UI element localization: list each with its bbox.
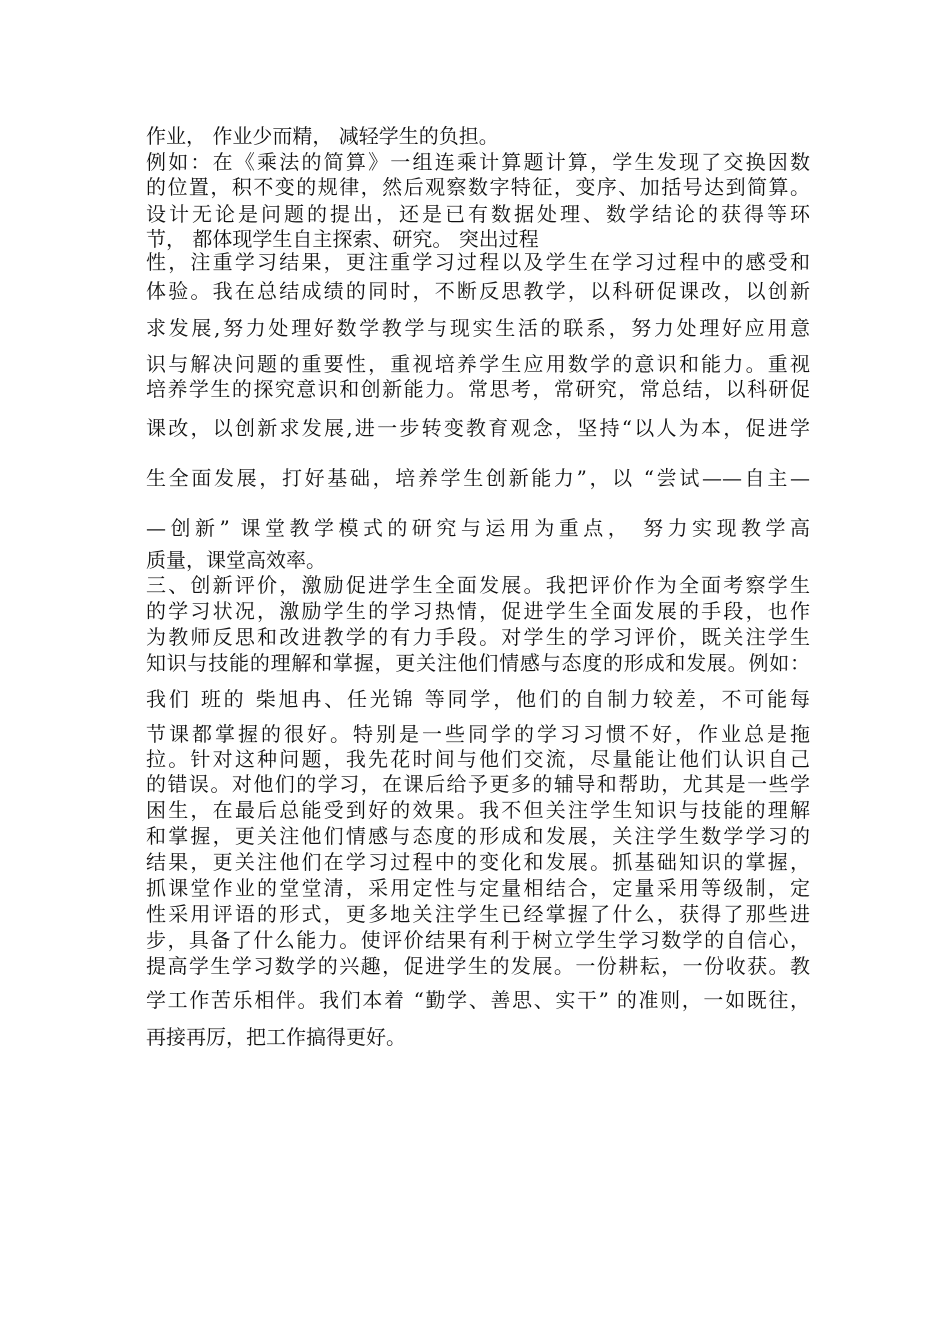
text-line: 拉。针对这种问题，我先花时间与他们交流，尽量能让他们认识自己 xyxy=(146,747,810,771)
text-line: 学工作苦乐相伴。我们本着 “勤学、善思、实干” 的准则，一如既往， xyxy=(146,988,810,1012)
text-line: 性采用评语的形式，更多地关注学生已经掌握了什么，获得了那些进 xyxy=(146,902,810,926)
text-line: 我们 班的 柴旭冉、任光锦 等同学，他们的自制力较差，不可能每 xyxy=(146,687,810,711)
text-line: 的错误。对他们的学习，在课后给予更多的辅导和帮助，尤其是一些学 xyxy=(146,772,810,796)
text-line: 知识与技能的理解和掌握，更关注他们情感与态度的形成和发展。例如： xyxy=(146,651,810,675)
text-line: 质量，课堂高效率。 xyxy=(146,548,326,572)
text-line: 生全面发展，打好基础，培养学生创新能力”，以 “尝试——自主— xyxy=(146,466,810,490)
text-line: 例如：在《乘法的简算》一组连乘计算题计算，学生发现了交换因数 xyxy=(146,150,810,174)
text-line: 为教师反思和改进教学的有力手段。对学生的学习评价，既关注学生 xyxy=(146,625,810,649)
text-line: 培养学生的探究意识和创新能力。常思考，常研究，常总结，以科研促 xyxy=(146,377,810,401)
text-line: 课改，以创新求发展,进一步转变教育观念，坚持“以人为本，促进学 xyxy=(146,416,810,440)
text-line: 步，具备了什么能力。使评价结果有利于树立学生学习数学的自信心， xyxy=(146,928,810,952)
text-line: 节课都掌握的很好。特别是一些同学的学习习惯不好，作业总是拖 xyxy=(146,722,810,746)
text-line: 性，注重学习结果，更注重学习过程以及学生在学习过程中的感受和 xyxy=(146,250,810,274)
text-line: 体验。我在总结成绩的同时，不断反思教学，以科研促课改，以创新 xyxy=(146,279,810,303)
text-line: 识与解决问题的重要性，重视培养学生应用数学的意识和能力。重视 xyxy=(146,352,810,376)
text-line: 三、创新评价，激励促进学生全面发展。我把评价作为全面考察学生 xyxy=(146,573,810,597)
text-line: 再接再厉，把工作搞得更好。 xyxy=(146,1025,406,1049)
text-line: 抓课堂作业的堂堂清，采用定性与定量相结合，定量采用等级制，定 xyxy=(146,876,810,900)
text-line: 结果，更关注他们在学习过程中的变化和发展。抓基础知识的掌握， xyxy=(146,850,810,874)
text-line: 和掌握，更关注他们情感与态度的形成和发展，关注学生数学学习的 xyxy=(146,824,810,848)
text-line: 节， 都体现学生自主探索、研究。 突出过程 xyxy=(146,227,539,251)
text-line: 的学习状况，激励学生的学习热情，促进学生全面发展的手段，也作 xyxy=(146,599,810,623)
text-line: 作业， 作业少而精， 减轻学生的负担。 xyxy=(146,124,499,148)
text-line: 设计无论是问题的提出，还是已有数据处理、数学结论的获得等环 xyxy=(146,202,810,226)
text-line: 困生，在最后总能受到好的效果。我不但关注学生知识与技能的理解 xyxy=(146,798,810,822)
text-line: 提高学生学习数学的兴趣，促进学生的发展。一份耕耘，一份收获。教 xyxy=(146,954,810,978)
text-line: —创新” 课堂教学模式的研究与运用为重点， 努力实现教学高 xyxy=(146,516,810,540)
text-line: 求发展,努力处理好数学教学与现实生活的联系，努力处理好应用意 xyxy=(146,316,810,340)
text-line: 的位置，积不变的规律，然后观察数字特征，变序、加括号达到简算。 xyxy=(146,175,810,199)
